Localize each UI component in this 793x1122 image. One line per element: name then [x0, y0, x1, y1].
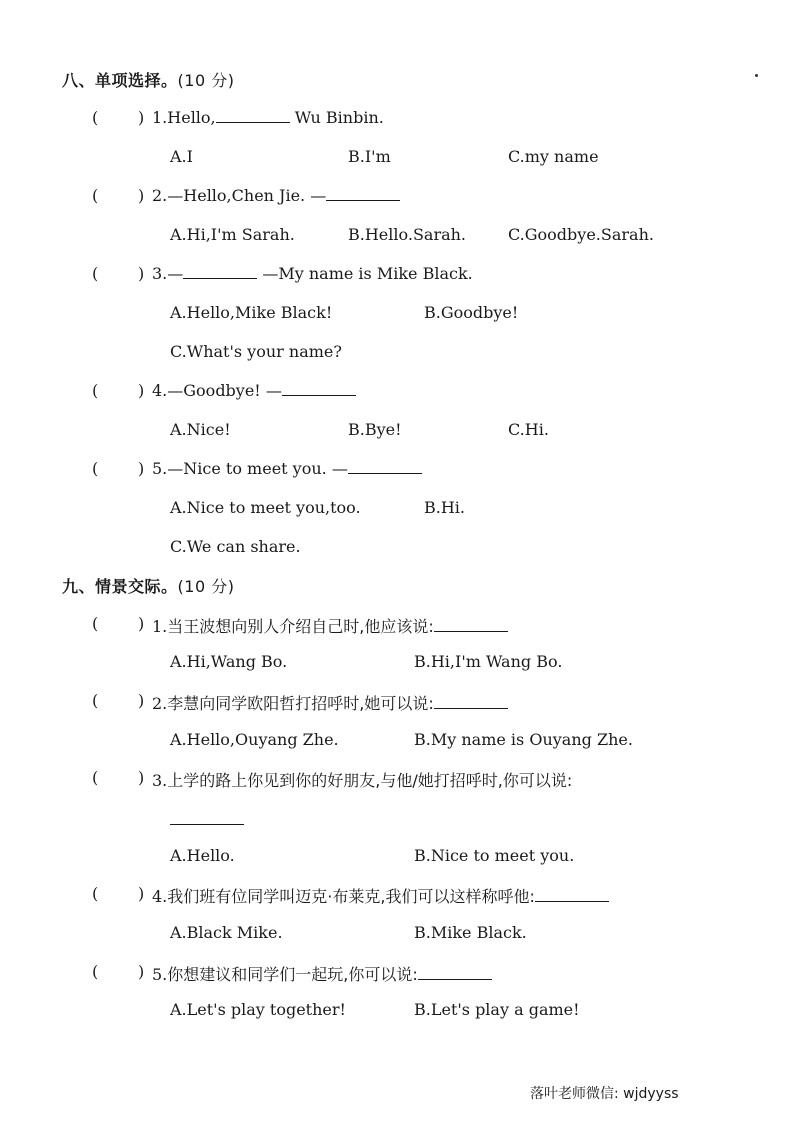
question-post: Wu Binbin. — [289, 108, 384, 127]
s9-q3 — [0, 768, 793, 792]
question-pre: —Hello,Chen Jie. — — [167, 186, 327, 205]
answer-paren-open: ( — [92, 884, 99, 903]
question-text — [152, 768, 572, 791]
question-number: 3. — [152, 771, 168, 790]
section-8-title — [62, 68, 234, 91]
question-text — [152, 264, 473, 283]
s9-q2 — [0, 691, 793, 715]
answer-paren-open: ( — [92, 186, 99, 205]
question-text — [152, 884, 609, 907]
s9-q1 — [0, 614, 793, 638]
section-8-score: (10 分) — [177, 71, 235, 90]
option-b: B.Goodbye! — [424, 303, 519, 322]
answer-paren-open: ( — [92, 614, 99, 633]
option-a: A.Black Mike. — [170, 923, 283, 942]
option-b: B.Bye! — [348, 420, 402, 439]
question-pre: —Goodbye! — — [167, 381, 282, 400]
question-text — [152, 381, 356, 400]
s8-q3-options — [0, 303, 793, 327]
answer-blank[interactable] — [170, 808, 244, 825]
answer-paren-open: ( — [92, 108, 99, 127]
option-a: A.Let's play together! — [170, 1000, 346, 1019]
answer-paren-open: ( — [92, 962, 99, 981]
s8-q4 — [0, 381, 793, 405]
answer-paren-open: ( — [92, 264, 99, 283]
option-a: A.Hi,Wang Bo. — [170, 652, 288, 671]
question-text — [152, 459, 422, 478]
option-b: B.Nice to meet you. — [414, 846, 575, 865]
answer-paren-close: ) — [138, 691, 145, 710]
question-text — [152, 186, 400, 205]
option-b: B.Hi. — [424, 498, 465, 517]
option-b: B.I'm — [348, 147, 391, 166]
answer-blank[interactable] — [434, 617, 508, 632]
answer-blank[interactable] — [216, 108, 290, 123]
question-number: 2. — [152, 186, 168, 205]
option-a: A.Hello. — [170, 846, 235, 865]
option-a: A.I — [170, 147, 193, 166]
answer-paren-close: ) — [138, 884, 145, 903]
s8-q2 — [0, 186, 793, 210]
s9-q1-options — [0, 652, 793, 676]
option-c: C.Goodbye.Sarah. — [508, 225, 654, 244]
answer-blank[interactable] — [326, 186, 400, 201]
option-b: B.Hello.Sarah. — [348, 225, 467, 244]
option-a: A.Hello,Mike Black! — [170, 303, 333, 322]
question-prompt: 上学的路上你见到你的好朋友,与他/她打招呼时,你可以说: — [167, 771, 573, 790]
question-number: 5. — [152, 965, 168, 984]
option-a: A.Nice! — [170, 420, 231, 439]
section-9-heading: 九、情景交际。 — [62, 577, 178, 596]
option-b: B.Hi,I'm Wang Bo. — [414, 652, 563, 671]
answer-blank[interactable] — [282, 381, 356, 396]
question-prompt: 当王波想向别人介绍自己时,他应该说: — [167, 617, 434, 636]
option-a: A.Hello,Ouyang Zhe. — [170, 730, 339, 749]
answer-paren-close: ) — [138, 962, 145, 981]
question-number: 4. — [152, 887, 168, 906]
question-text — [152, 962, 492, 985]
answer-blank[interactable] — [348, 459, 422, 474]
s8-q2-options — [0, 225, 793, 249]
s8-q3 — [0, 264, 793, 288]
answer-paren-close: ) — [138, 186, 145, 205]
question-prompt: 你想建议和同学们一起玩,你可以说: — [167, 965, 418, 984]
answer-blank[interactable] — [418, 965, 492, 980]
s9-q5-options — [0, 1000, 793, 1024]
section-9-title — [62, 574, 234, 597]
s8-q4-options — [0, 420, 793, 444]
s9-q2-options — [0, 730, 793, 754]
footer-contact: 落叶老师微信: wjdyyss — [530, 1086, 679, 1102]
answer-paren-close: ) — [138, 768, 145, 787]
s9-q4 — [0, 884, 793, 908]
s8-q1-options — [0, 147, 793, 171]
answer-paren-close: ) — [138, 614, 145, 633]
s8-q5-options — [0, 498, 793, 522]
s8-q3-options-2 — [0, 342, 793, 366]
s9-q3-options — [0, 846, 793, 870]
answer-paren-close: ) — [138, 264, 145, 283]
question-post: —My name is Mike Black. — [257, 264, 473, 283]
question-prompt: 我们班有位同学叫迈克·布莱克,我们可以这样称呼他: — [167, 887, 535, 906]
s9-q4-options — [0, 923, 793, 947]
question-pre: — — [167, 264, 184, 283]
option-b: B.Let's play a game! — [414, 1000, 580, 1019]
option-b: B.My name is Ouyang Zhe. — [414, 730, 633, 749]
option-c: C.We can share. — [170, 537, 301, 556]
question-text — [152, 691, 508, 714]
question-number: 1. — [152, 617, 168, 636]
answer-paren-close: ) — [138, 108, 145, 127]
question-number: 2. — [152, 694, 168, 713]
question-pre: —Nice to meet you. — — [167, 459, 348, 478]
answer-paren-close: ) — [138, 381, 145, 400]
answer-paren-open: ( — [92, 381, 99, 400]
option-c: C.Hi. — [508, 420, 549, 439]
question-text — [152, 108, 384, 127]
section-9-score: (10 分) — [177, 577, 235, 596]
option-c: C.my name — [508, 147, 599, 166]
answer-paren-open: ( — [92, 768, 99, 787]
option-a: A.Hi,I'm Sarah. — [170, 225, 295, 244]
option-b: B.Mike Black. — [414, 923, 527, 942]
s8-q1 — [0, 108, 793, 132]
question-number: 3. — [152, 264, 168, 283]
s8-q5-options-2 — [0, 537, 793, 561]
question-pre: Hello, — [167, 108, 216, 127]
s9-q5 — [0, 962, 793, 986]
question-number: 4. — [152, 381, 168, 400]
question-number: 5. — [152, 459, 168, 478]
option-a: A.Nice to meet you,too. — [170, 498, 361, 517]
s8-q5 — [0, 459, 793, 483]
option-c: C.What's your name? — [170, 342, 342, 361]
answer-paren-open: ( — [92, 459, 99, 478]
answer-paren-close: ) — [138, 459, 145, 478]
question-number: 1. — [152, 108, 168, 127]
answer-blank[interactable] — [434, 694, 508, 709]
page-mark — [755, 74, 758, 77]
answer-blank[interactable] — [535, 887, 609, 902]
answer-blank[interactable] — [183, 264, 257, 279]
section-8-heading: 八、单项选择。 — [62, 71, 178, 90]
question-prompt: 李慧向同学欧阳哲打招呼时,她可以说: — [167, 694, 434, 713]
answer-paren-open: ( — [92, 691, 99, 710]
question-text — [152, 614, 508, 637]
